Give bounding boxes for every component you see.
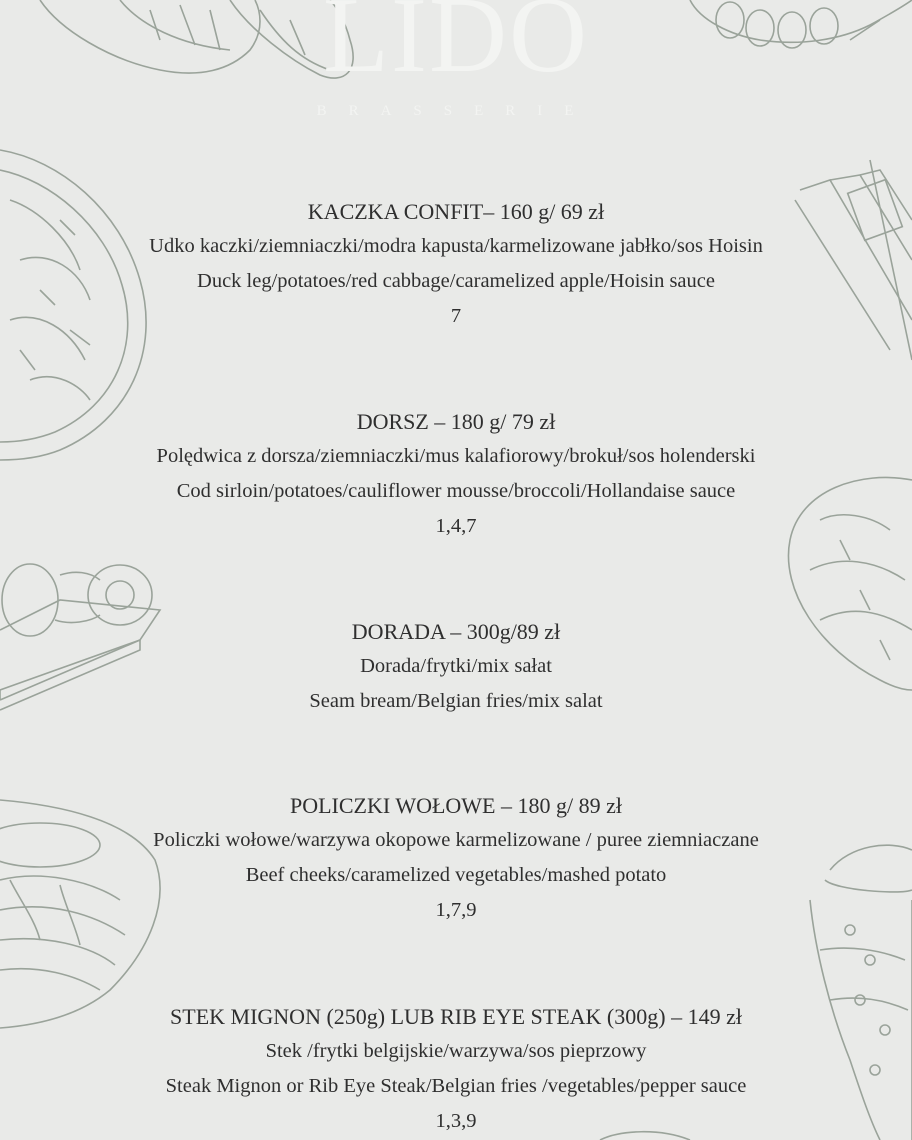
dish-title: STEK MIGNON (250g) LUB RIB EYE STEAK (300g) – 149 zł	[170, 1004, 742, 1029]
dish-description-english: Duck leg/potatoes/red cabbage/caramelized apple/Hoisin sauce	[197, 270, 715, 292]
dish-description-polish: Policzki wołowe/warzywa okopowe karmelizowane / puree ziemniaczane	[153, 829, 759, 851]
dish-title: DORSZ – 180 g/ 79 zł	[356, 409, 556, 434]
dish-allergens: 1,3,9	[435, 1110, 477, 1132]
dish-description-english: Seam bream/Belgian fries/mix salat	[309, 690, 603, 712]
menu-item-kaczka	[0, 194, 912, 334]
menu-item-stek	[0, 999, 912, 1139]
dish-description-polish: Udko kaczki/ziemniaczki/modra kapusta/karmelizowane jabłko/sos Hoisin	[149, 235, 763, 257]
dish-description-polish: Stek /frytki belgijskie/warzywa/sos pieprzowy	[265, 1040, 647, 1062]
dish-title: DORADA – 300g/89 zł	[351, 619, 561, 644]
dish-description-polish: Dorada/frytki/mix sałat	[360, 655, 552, 677]
dish-description-english: Cod sirloin/potatoes/cauliflower mousse/broccoli/Hollandaise sauce	[176, 480, 736, 502]
dish-description-english: Steak Mignon or Rib Eye Steak/Belgian fries /vegetables/pepper sauce	[165, 1075, 747, 1097]
logo-wordmark: LIDO	[323, 0, 589, 95]
dish-allergens: 1,4,7	[435, 515, 477, 537]
dish-title: POLICZKI WOŁOWE – 180 g/ 89 zł	[290, 793, 622, 818]
dish-allergens: 7	[450, 305, 462, 327]
logo-subtitle: BRASSERIE	[316, 103, 596, 119]
dish-description-polish: Polędwica z dorsza/ziemniaczki/mus kalafiorowy/brokuł/sos holenderski	[156, 445, 756, 467]
dish-title: KACZKA CONFIT– 160 g/ 69 zł	[307, 199, 605, 224]
menu-item-dorada	[0, 614, 912, 719]
dish-description-english: Beef cheeks/caramelized vegetables/mashed potato	[245, 864, 667, 886]
menu-item-dorsz	[0, 404, 912, 544]
menu-item-policzki	[0, 788, 912, 928]
dish-allergens: 1,7,9	[435, 899, 477, 921]
